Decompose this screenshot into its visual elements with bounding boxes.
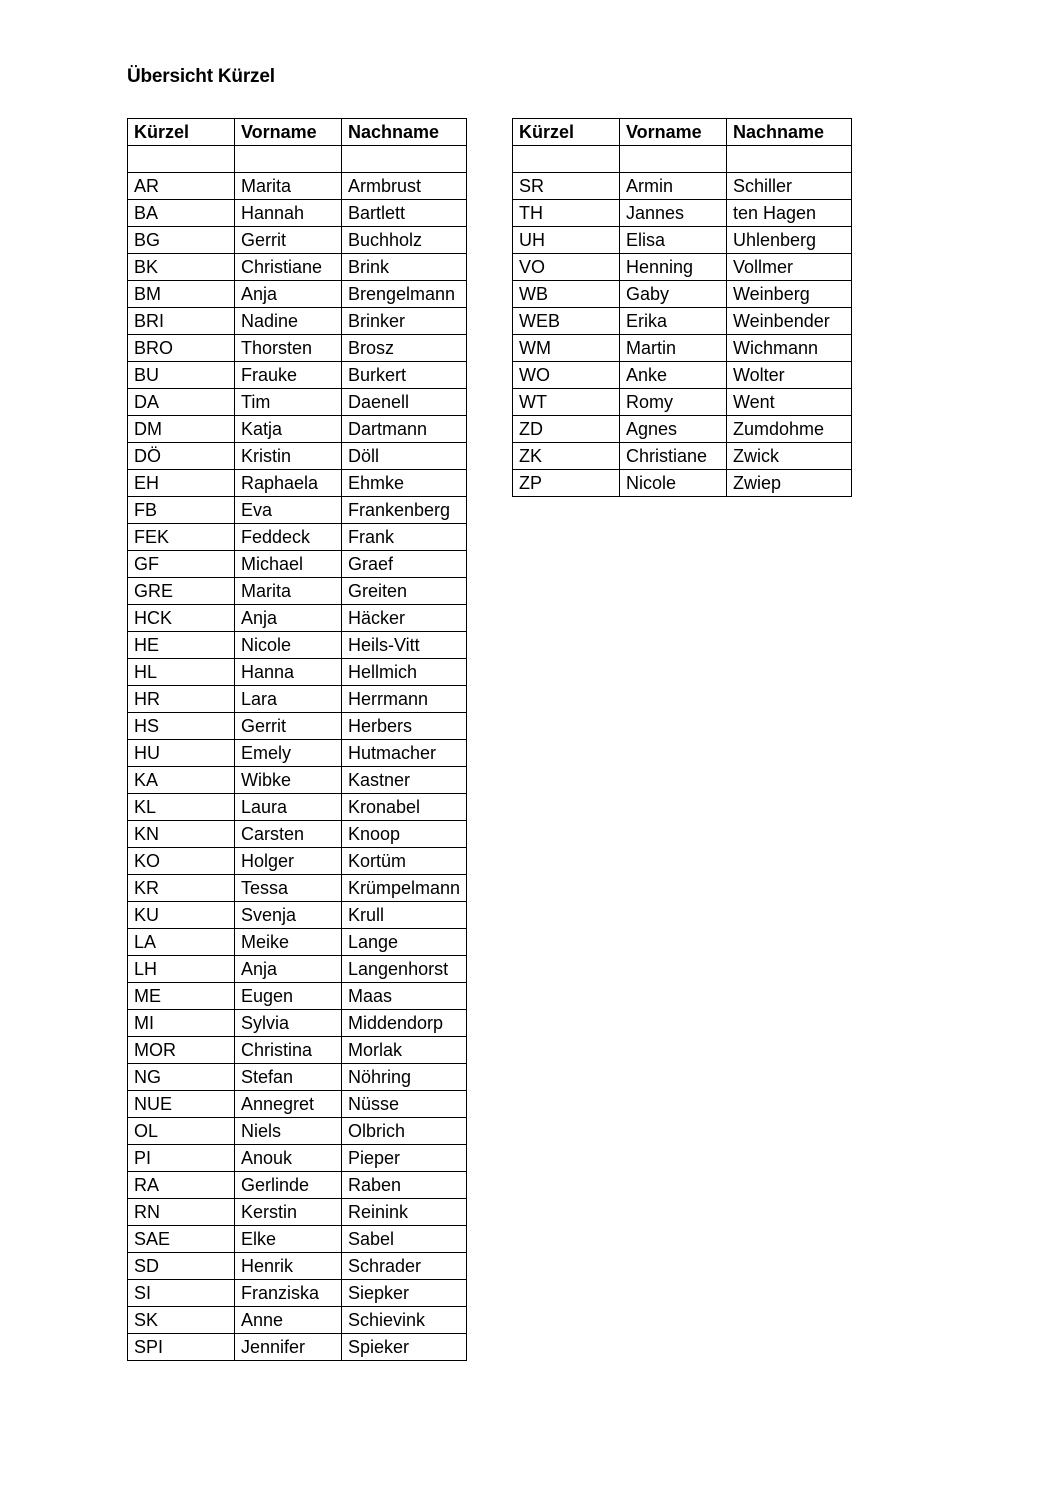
table-row bbox=[128, 956, 467, 983]
cell-vorname: Tim bbox=[235, 389, 342, 416]
blank-cell bbox=[727, 146, 852, 173]
table-row bbox=[128, 227, 467, 254]
cell-kuerzel: FB bbox=[128, 497, 235, 524]
cell-vorname: Katja bbox=[235, 416, 342, 443]
cell-nachname: Nöhring bbox=[342, 1064, 467, 1091]
cell-vorname: Elke bbox=[235, 1226, 342, 1253]
cell-nachname: Knoop bbox=[342, 821, 467, 848]
table-row bbox=[128, 470, 467, 497]
cell-nachname: Morlak bbox=[342, 1037, 467, 1064]
cell-nachname: Krümpelmann bbox=[342, 875, 467, 902]
cell-vorname: Romy bbox=[620, 389, 727, 416]
cell-nachname: Wichmann bbox=[727, 335, 852, 362]
cell-kuerzel: FEK bbox=[128, 524, 235, 551]
cell-vorname: Tessa bbox=[235, 875, 342, 902]
table-row bbox=[128, 1010, 467, 1037]
cell-kuerzel: KR bbox=[128, 875, 235, 902]
blank-row bbox=[513, 146, 852, 173]
table-row bbox=[128, 929, 467, 956]
cell-nachname: Häcker bbox=[342, 605, 467, 632]
cell-nachname: Kastner bbox=[342, 767, 467, 794]
page-title: Übersicht Kürzel bbox=[127, 66, 275, 87]
cell-vorname: Lara bbox=[235, 686, 342, 713]
cell-vorname: Hannah bbox=[235, 200, 342, 227]
cell-nachname: Schrader bbox=[342, 1253, 467, 1280]
header-vorname: Vorname bbox=[235, 119, 342, 146]
table-row bbox=[128, 848, 467, 875]
header-nachname: Nachname bbox=[727, 119, 852, 146]
cell-kuerzel: MI bbox=[128, 1010, 235, 1037]
table-row bbox=[128, 740, 467, 767]
table-row bbox=[128, 1037, 467, 1064]
cell-nachname: Maas bbox=[342, 983, 467, 1010]
cell-nachname: Brosz bbox=[342, 335, 467, 362]
cell-vorname: Gerrit bbox=[235, 713, 342, 740]
cell-vorname: Jennifer bbox=[235, 1334, 342, 1361]
blank-cell bbox=[128, 146, 235, 173]
cell-nachname: Brinker bbox=[342, 308, 467, 335]
table-row bbox=[128, 1064, 467, 1091]
table-row bbox=[128, 902, 467, 929]
table-row bbox=[128, 416, 467, 443]
cell-vorname: Erika bbox=[620, 308, 727, 335]
cell-nachname: Lange bbox=[342, 929, 467, 956]
table-row bbox=[128, 1307, 467, 1334]
table-row bbox=[128, 389, 467, 416]
cell-kuerzel: TH bbox=[513, 200, 620, 227]
cell-kuerzel: DA bbox=[128, 389, 235, 416]
cell-nachname: Schiller bbox=[727, 173, 852, 200]
table-row bbox=[128, 875, 467, 902]
cell-nachname: Döll bbox=[342, 443, 467, 470]
cell-vorname: Niels bbox=[235, 1118, 342, 1145]
table-row bbox=[128, 767, 467, 794]
cell-kuerzel: SI bbox=[128, 1280, 235, 1307]
cell-vorname: Emely bbox=[235, 740, 342, 767]
cell-kuerzel: WM bbox=[513, 335, 620, 362]
table-row bbox=[128, 1145, 467, 1172]
cell-nachname: Vollmer bbox=[727, 254, 852, 281]
cell-kuerzel: BK bbox=[128, 254, 235, 281]
header-kuerzel: Kürzel bbox=[513, 119, 620, 146]
table-row bbox=[128, 794, 467, 821]
cell-vorname: Anja bbox=[235, 281, 342, 308]
cell-kuerzel: WB bbox=[513, 281, 620, 308]
header-kuerzel: Kürzel bbox=[128, 119, 235, 146]
cell-vorname: Laura bbox=[235, 794, 342, 821]
table-row bbox=[513, 281, 852, 308]
cell-vorname: Sylvia bbox=[235, 1010, 342, 1037]
cell-kuerzel: HU bbox=[128, 740, 235, 767]
cell-kuerzel: LA bbox=[128, 929, 235, 956]
cell-kuerzel: ZK bbox=[513, 443, 620, 470]
cell-nachname: Heils-Vitt bbox=[342, 632, 467, 659]
table-row bbox=[128, 281, 467, 308]
table-row bbox=[513, 308, 852, 335]
table-header-row bbox=[513, 119, 852, 146]
cell-vorname: Anja bbox=[235, 956, 342, 983]
cell-nachname: Daenell bbox=[342, 389, 467, 416]
cell-kuerzel: EH bbox=[128, 470, 235, 497]
cell-vorname: Annegret bbox=[235, 1091, 342, 1118]
cell-nachname: Ehmke bbox=[342, 470, 467, 497]
table-row bbox=[128, 713, 467, 740]
abbreviations-table-right bbox=[512, 118, 852, 497]
table-row bbox=[128, 1226, 467, 1253]
cell-vorname: Christiane bbox=[235, 254, 342, 281]
cell-nachname: Brink bbox=[342, 254, 467, 281]
cell-kuerzel: HR bbox=[128, 686, 235, 713]
blank-cell bbox=[513, 146, 620, 173]
cell-kuerzel: DÖ bbox=[128, 443, 235, 470]
cell-vorname: Anne bbox=[235, 1307, 342, 1334]
cell-nachname: Went bbox=[727, 389, 852, 416]
cell-kuerzel: BRO bbox=[128, 335, 235, 362]
blank-cell bbox=[620, 146, 727, 173]
cell-kuerzel: NUE bbox=[128, 1091, 235, 1118]
table-row bbox=[128, 1091, 467, 1118]
cell-kuerzel: ME bbox=[128, 983, 235, 1010]
cell-vorname: Elisa bbox=[620, 227, 727, 254]
cell-nachname: Graef bbox=[342, 551, 467, 578]
table-row bbox=[128, 605, 467, 632]
cell-nachname: Uhlenberg bbox=[727, 227, 852, 254]
table-row bbox=[513, 470, 852, 497]
table-row bbox=[513, 254, 852, 281]
cell-nachname: Frank bbox=[342, 524, 467, 551]
cell-nachname: Raben bbox=[342, 1172, 467, 1199]
cell-vorname: Agnes bbox=[620, 416, 727, 443]
table-row bbox=[128, 821, 467, 848]
cell-kuerzel: VO bbox=[513, 254, 620, 281]
table-row bbox=[128, 497, 467, 524]
table-row bbox=[128, 200, 467, 227]
cell-kuerzel: PI bbox=[128, 1145, 235, 1172]
cell-vorname: Christiane bbox=[620, 443, 727, 470]
cell-kuerzel: KU bbox=[128, 902, 235, 929]
cell-nachname: Zumdohme bbox=[727, 416, 852, 443]
cell-vorname: Henrik bbox=[235, 1253, 342, 1280]
blank-row bbox=[128, 146, 467, 173]
cell-kuerzel: OL bbox=[128, 1118, 235, 1145]
table-row bbox=[128, 578, 467, 605]
cell-kuerzel: GF bbox=[128, 551, 235, 578]
cell-vorname: Henning bbox=[620, 254, 727, 281]
cell-vorname: Holger bbox=[235, 848, 342, 875]
cell-nachname: Siepker bbox=[342, 1280, 467, 1307]
cell-nachname: ten Hagen bbox=[727, 200, 852, 227]
table-row bbox=[128, 1118, 467, 1145]
cell-vorname: Anke bbox=[620, 362, 727, 389]
cell-kuerzel: SD bbox=[128, 1253, 235, 1280]
table-row bbox=[128, 983, 467, 1010]
cell-nachname: Reinink bbox=[342, 1199, 467, 1226]
cell-kuerzel: BG bbox=[128, 227, 235, 254]
cell-nachname: Schievink bbox=[342, 1307, 467, 1334]
cell-kuerzel: WT bbox=[513, 389, 620, 416]
cell-kuerzel: NG bbox=[128, 1064, 235, 1091]
cell-nachname: Buchholz bbox=[342, 227, 467, 254]
table-row bbox=[128, 1172, 467, 1199]
cell-nachname: Nüsse bbox=[342, 1091, 467, 1118]
cell-vorname: Nadine bbox=[235, 308, 342, 335]
cell-kuerzel: SK bbox=[128, 1307, 235, 1334]
cell-kuerzel: SR bbox=[513, 173, 620, 200]
cell-kuerzel: HCK bbox=[128, 605, 235, 632]
table-row bbox=[128, 362, 467, 389]
cell-nachname: Frankenberg bbox=[342, 497, 467, 524]
cell-kuerzel: HS bbox=[128, 713, 235, 740]
cell-vorname: Kerstin bbox=[235, 1199, 342, 1226]
cell-kuerzel: HE bbox=[128, 632, 235, 659]
cell-vorname: Christina bbox=[235, 1037, 342, 1064]
cell-kuerzel: KA bbox=[128, 767, 235, 794]
cell-vorname: Franziska bbox=[235, 1280, 342, 1307]
cell-kuerzel: BA bbox=[128, 200, 235, 227]
cell-nachname: Herrmann bbox=[342, 686, 467, 713]
cell-vorname: Jannes bbox=[620, 200, 727, 227]
cell-kuerzel: GRE bbox=[128, 578, 235, 605]
cell-vorname: Wibke bbox=[235, 767, 342, 794]
cell-kuerzel: KL bbox=[128, 794, 235, 821]
table-row bbox=[128, 335, 467, 362]
cell-vorname: Kristin bbox=[235, 443, 342, 470]
cell-kuerzel: SPI bbox=[128, 1334, 235, 1361]
cell-nachname: Pieper bbox=[342, 1145, 467, 1172]
table-row bbox=[513, 362, 852, 389]
cell-kuerzel: BM bbox=[128, 281, 235, 308]
cell-vorname: Feddeck bbox=[235, 524, 342, 551]
table-row bbox=[128, 1253, 467, 1280]
cell-vorname: Thorsten bbox=[235, 335, 342, 362]
cell-nachname: Bartlett bbox=[342, 200, 467, 227]
cell-nachname: Langenhorst bbox=[342, 956, 467, 983]
table-row bbox=[513, 389, 852, 416]
cell-nachname: Herbers bbox=[342, 713, 467, 740]
cell-nachname: Sabel bbox=[342, 1226, 467, 1253]
cell-kuerzel: UH bbox=[513, 227, 620, 254]
cell-vorname: Stefan bbox=[235, 1064, 342, 1091]
cell-kuerzel: WEB bbox=[513, 308, 620, 335]
cell-vorname: Armin bbox=[620, 173, 727, 200]
cell-vorname: Marita bbox=[235, 578, 342, 605]
table-row bbox=[128, 254, 467, 281]
cell-vorname: Gerrit bbox=[235, 227, 342, 254]
table-row bbox=[513, 335, 852, 362]
cell-vorname: Nicole bbox=[235, 632, 342, 659]
cell-kuerzel: HL bbox=[128, 659, 235, 686]
cell-vorname: Anouk bbox=[235, 1145, 342, 1172]
table-row bbox=[128, 443, 467, 470]
cell-vorname: Marita bbox=[235, 173, 342, 200]
cell-kuerzel: BU bbox=[128, 362, 235, 389]
table-row bbox=[128, 632, 467, 659]
cell-vorname: Frauke bbox=[235, 362, 342, 389]
cell-nachname: Wolter bbox=[727, 362, 852, 389]
cell-vorname: Eugen bbox=[235, 983, 342, 1010]
cell-kuerzel: LH bbox=[128, 956, 235, 983]
cell-nachname: Hellmich bbox=[342, 659, 467, 686]
cell-vorname: Raphaela bbox=[235, 470, 342, 497]
cell-vorname: Gaby bbox=[620, 281, 727, 308]
cell-vorname: Svenja bbox=[235, 902, 342, 929]
cell-nachname: Kronabel bbox=[342, 794, 467, 821]
table-row bbox=[128, 1334, 467, 1361]
cell-nachname: Armbrust bbox=[342, 173, 467, 200]
cell-nachname: Brengelmann bbox=[342, 281, 467, 308]
table-row bbox=[513, 173, 852, 200]
table-row bbox=[128, 1280, 467, 1307]
cell-vorname: Anja bbox=[235, 605, 342, 632]
cell-nachname: Zwick bbox=[727, 443, 852, 470]
cell-kuerzel: MOR bbox=[128, 1037, 235, 1064]
cell-nachname: Middendorp bbox=[342, 1010, 467, 1037]
table-row bbox=[128, 308, 467, 335]
cell-nachname: Zwiep bbox=[727, 470, 852, 497]
cell-nachname: Spieker bbox=[342, 1334, 467, 1361]
cell-kuerzel: SAE bbox=[128, 1226, 235, 1253]
cell-nachname: Olbrich bbox=[342, 1118, 467, 1145]
abbreviations-table-left bbox=[127, 118, 467, 1361]
cell-nachname: Krull bbox=[342, 902, 467, 929]
cell-kuerzel: ZD bbox=[513, 416, 620, 443]
cell-vorname: Eva bbox=[235, 497, 342, 524]
cell-kuerzel: RA bbox=[128, 1172, 235, 1199]
table-header-row bbox=[128, 119, 467, 146]
cell-kuerzel: BRI bbox=[128, 308, 235, 335]
cell-nachname: Weinbender bbox=[727, 308, 852, 335]
cell-vorname: Martin bbox=[620, 335, 727, 362]
cell-vorname: Michael bbox=[235, 551, 342, 578]
header-nachname: Nachname bbox=[342, 119, 467, 146]
table-row bbox=[128, 1199, 467, 1226]
table-row bbox=[128, 173, 467, 200]
cell-kuerzel: KO bbox=[128, 848, 235, 875]
cell-nachname: Hutmacher bbox=[342, 740, 467, 767]
cell-vorname: Meike bbox=[235, 929, 342, 956]
cell-kuerzel: ZP bbox=[513, 470, 620, 497]
table-row bbox=[513, 443, 852, 470]
cell-nachname: Burkert bbox=[342, 362, 467, 389]
cell-nachname: Dartmann bbox=[342, 416, 467, 443]
cell-nachname: Weinberg bbox=[727, 281, 852, 308]
cell-kuerzel: DM bbox=[128, 416, 235, 443]
blank-cell bbox=[342, 146, 467, 173]
header-vorname: Vorname bbox=[620, 119, 727, 146]
cell-kuerzel: AR bbox=[128, 173, 235, 200]
table-row bbox=[128, 659, 467, 686]
table-row bbox=[513, 227, 852, 254]
cell-kuerzel: WO bbox=[513, 362, 620, 389]
table-row bbox=[513, 200, 852, 227]
table-row bbox=[513, 416, 852, 443]
cell-nachname: Greiten bbox=[342, 578, 467, 605]
cell-vorname: Hanna bbox=[235, 659, 342, 686]
blank-cell bbox=[235, 146, 342, 173]
table-row bbox=[128, 524, 467, 551]
cell-vorname: Carsten bbox=[235, 821, 342, 848]
table-row bbox=[128, 551, 467, 578]
cell-vorname: Nicole bbox=[620, 470, 727, 497]
table-row bbox=[128, 686, 467, 713]
cell-nachname: Kortüm bbox=[342, 848, 467, 875]
cell-vorname: Gerlinde bbox=[235, 1172, 342, 1199]
cell-kuerzel: KN bbox=[128, 821, 235, 848]
cell-kuerzel: RN bbox=[128, 1199, 235, 1226]
